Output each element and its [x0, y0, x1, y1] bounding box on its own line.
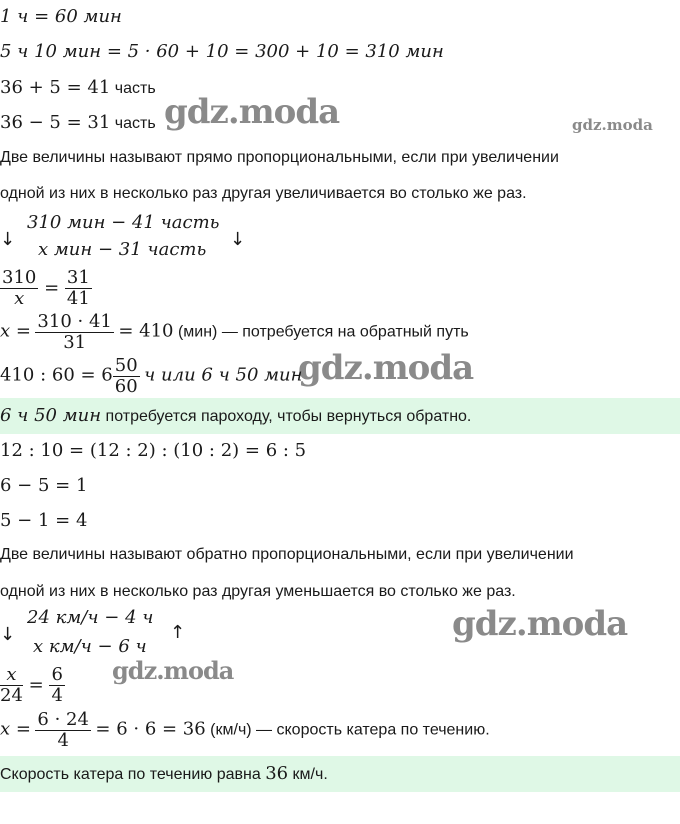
arrow-up-icon: ↑ — [170, 622, 186, 643]
equals-sign: = — [28, 674, 44, 696]
x-equals: x = — [0, 718, 31, 740]
definition-direct-line-1: Две величины называют прямо пропорциональными, если при увеличении — [0, 149, 559, 166]
fraction-numerator: 6 · 24 — [37, 709, 89, 730]
watermark-logo: gdz.moda — [164, 92, 340, 132]
equation-sum-math: 36 + 5 = 41 — [0, 77, 111, 98]
fraction-numerator: 6 — [51, 664, 63, 685]
definition-direct-line-2: одной из них в несколько раз другая увеличивается во столько же раз. — [0, 185, 527, 202]
equals-sign: = — [44, 277, 60, 299]
solve-x-equation-2 — [0, 710, 490, 751]
fraction-numerator: 50 — [114, 355, 138, 376]
watermark-logo-small: gdz.moda — [572, 116, 653, 134]
watermark-logo: gdz.moda — [452, 604, 628, 644]
equation-hours-minutes: 1 ч = 60 мин — [0, 6, 122, 27]
answer-1-math: 6 ч 50 мин — [0, 405, 102, 426]
arrow-down-icon: ↓ — [0, 624, 16, 645]
fraction-denominator: 41 — [66, 288, 90, 309]
fraction — [65, 268, 92, 309]
fraction — [35, 312, 113, 353]
fraction-denominator: 4 — [57, 730, 69, 751]
division-math: 410 : 60 = 6 — [0, 364, 113, 386]
watermark-logo: gdz.moda — [298, 348, 474, 388]
fraction-denominator: x — [14, 288, 25, 309]
answer-1 — [0, 405, 471, 426]
equation-sum-unit: часть — [114, 80, 156, 97]
arrow-down-icon: ↓ — [230, 229, 246, 250]
answer-2-text: Скорость катера по течению равна — [0, 766, 261, 783]
proportion-row-2: x км/ч − 6 ч — [33, 636, 147, 657]
fraction-numerator: 31 — [66, 267, 90, 288]
fraction-equation-2 — [0, 665, 65, 706]
fraction — [0, 268, 38, 309]
equation-diff-math: 36 − 5 = 31 — [0, 112, 111, 133]
proportion-row-2: x мин − 31 часть — [38, 239, 207, 260]
definition-inverse-line-2: одной из них в несколько раз другая уменьшается во столько же раз. — [0, 583, 516, 600]
fraction-denominator: 31 — [63, 332, 87, 353]
answer-1-text: потребуется пароходу, чтобы вернуться обратно. — [105, 408, 472, 425]
equation-diff-unit: часть — [114, 115, 156, 132]
arrow-down-icon: ↓ — [0, 229, 16, 250]
result-explanation: (км/ч) — скорость катера по течению. — [210, 721, 490, 739]
solve-x-equation-1 — [0, 312, 469, 353]
fraction-equation-1 — [0, 268, 92, 309]
result-explanation: (мин) — потребуется на обратный путь — [177, 323, 469, 341]
fraction-denominator: 60 — [114, 376, 138, 397]
fraction — [0, 665, 23, 706]
x-equals: x = — [0, 320, 31, 342]
fraction — [49, 665, 64, 706]
answer-2-value: 36 — [265, 763, 289, 784]
fraction-numerator: 310 · 41 — [37, 311, 112, 332]
proportion-row-1: 310 мин − 41 часть — [27, 212, 220, 233]
ratio-difference-1: 6 − 5 = 1 — [0, 475, 88, 496]
answer-2 — [0, 763, 328, 784]
watermark-logo: gdz.moda — [112, 656, 234, 685]
fraction-numerator: 310 — [2, 267, 37, 288]
equation-diff-parts — [0, 112, 156, 133]
fraction — [113, 356, 140, 397]
fraction-numerator: x — [0, 665, 23, 686]
result-value: = 410 — [118, 320, 174, 342]
fraction-denominator: 4 — [51, 685, 63, 706]
ratio-difference-2: 5 − 1 = 4 — [0, 510, 88, 531]
proportion-row-1: 24 км/ч − 4 ч — [27, 607, 154, 628]
equation-sum-parts — [0, 77, 156, 98]
answer-2-unit: км/ч. — [292, 766, 328, 783]
definition-inverse-line-1: Две величины называют обратно пропорциональными, если при увеличении — [0, 546, 574, 563]
fraction — [35, 710, 91, 751]
result-value: = 6 · 6 = 36 — [95, 718, 206, 740]
fraction-denominator: 24 — [0, 685, 23, 706]
division-equation — [0, 356, 303, 397]
ratio-equation: 12 : 10 = (12 : 2) : (10 : 2) = 6 : 5 — [0, 440, 307, 461]
division-result: ч или 6 ч 50 мин — [144, 364, 303, 386]
equation-total-minutes: 5 ч 10 мин = 5 · 60 + 10 = 300 + 10 = 310 мин — [0, 41, 444, 62]
